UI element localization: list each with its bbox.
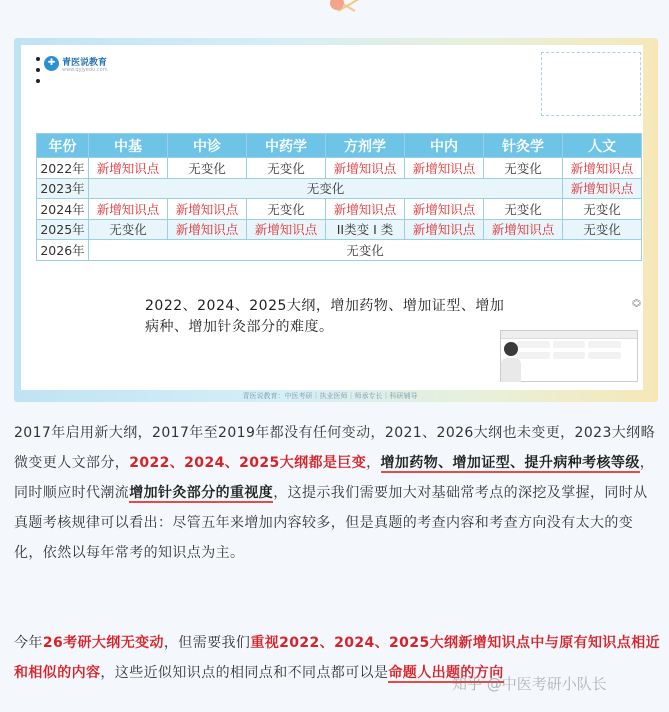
text-span: ，同时顺应时代潮流 — [14, 455, 655, 501]
header-cell: 方剂学 — [326, 134, 405, 158]
brand-logo — [44, 54, 134, 72]
table-row — [37, 178, 642, 199]
table-cell: 新增知识点 — [89, 199, 168, 220]
table-cell: 无变化 — [168, 158, 247, 179]
table-row — [37, 199, 642, 220]
highlight-text: 26考研大纲无变动 — [42, 635, 164, 651]
text-span: 今年 — [14, 635, 43, 651]
placeholder-box — [541, 52, 641, 116]
slide-note: 2022、2024、2025大纲，增加药物、增加证型、增加病种、增加针灸部分的难度。 — [145, 298, 505, 335]
table-cell: 新增知识点 — [405, 158, 484, 179]
top-decoration — [0, 0, 669, 36]
table-cell: 新增知识点 — [326, 199, 405, 220]
table-cell: 新增知识点 — [247, 219, 326, 240]
text-span: ，这些近似知识点的相同点和不同点都可以是 — [100, 665, 389, 681]
merged-cell: 无变化 — [89, 178, 563, 199]
logo-url: www.qyjyedu.com — [62, 67, 108, 73]
text-span: ，这提示我们需要加大对基础常考点的深挖及掌握，同时从真题考核规律可以看出：尽管五年来增加内容较多，但是真题的考查内容和考查方向没有太大的变化，依然以每年常考的知识点为主。 — [14, 485, 648, 561]
year-cell: 2022年 — [37, 158, 89, 179]
highlight-text: 重视2022、2024、2025大纲新增知识点中与原有知识点相近和相似的内容 — [14, 635, 661, 681]
table-cell: 无变化 — [247, 199, 326, 220]
year-cell: 2025年 — [37, 219, 89, 240]
table-cell: 新增知识点 — [484, 219, 563, 240]
table-cell: 新增知识点 — [563, 178, 642, 199]
table-cell: 新增知识点 — [563, 158, 642, 179]
slide-footer: 青医说教育：中医考研｜执业医师｜师承专长｜科研辅导 — [242, 392, 418, 400]
header-cell: 中药学 — [247, 134, 326, 158]
logo-icon: ✚ — [44, 56, 59, 71]
text-span: ， — [366, 455, 381, 471]
table-cell: 新增知识点 — [168, 199, 247, 220]
year-cell: 2024年 — [37, 199, 89, 220]
year-cell: 2026年 — [37, 240, 89, 261]
menu-dots-icon — [36, 57, 42, 90]
highlight-text: 2022、2024、2025大纲都是巨变 — [129, 455, 367, 471]
underlined-text: 增加药物、增加证型、提升病种考核等级 — [380, 455, 640, 471]
table-cell: 新增知识点 — [168, 219, 247, 240]
table-header-row — [37, 134, 642, 158]
table-cell: 新增知识点 — [326, 158, 405, 179]
table-cell: 无变化 — [563, 199, 642, 220]
header-cell: 人文 — [563, 134, 642, 158]
table-row — [37, 219, 642, 240]
table-cell: 无变化 — [247, 158, 326, 179]
header-cell: 中诊 — [168, 134, 247, 158]
scroll-arrows-icon: ︽ ︾ — [632, 295, 642, 314]
text-span: ，但需要我们 — [163, 635, 251, 651]
table-cell: 无变化 — [89, 219, 168, 240]
table-cell: 新增知识点 — [405, 219, 484, 240]
watermark: 知乎 @中医考研小队长 — [452, 675, 607, 693]
table-cell: 新增知识点 — [89, 158, 168, 179]
table-cell: 无变化 — [563, 219, 642, 240]
merged-cell: 无变化 — [89, 240, 642, 261]
header-cell: 中内 — [405, 134, 484, 158]
syllabus-change-table — [36, 133, 642, 261]
header-cell: 中基 — [89, 134, 168, 158]
table-cell: 无变化 — [484, 158, 563, 179]
underlined-text: 增加针灸部分的重视度 — [129, 485, 274, 501]
header-cell: 年份 — [37, 134, 89, 158]
table-cell: II类变 I 类 — [326, 219, 405, 240]
table-cell: 无变化 — [484, 199, 563, 220]
text-span: 2017年启用新大纲，2017年至2019年都没有任何变动，2021、2026大纲也未变更，2023大纲略微变更人文部分， — [14, 425, 655, 471]
year-cell: 2023年 — [37, 178, 89, 199]
table-row — [37, 240, 642, 261]
paragraph-1 — [14, 418, 660, 568]
header-cell: 针灸学 — [484, 134, 563, 158]
logo-text: 青医说教育 — [62, 57, 108, 68]
table-row — [37, 158, 642, 179]
table-cell: 新增知识点 — [405, 199, 484, 220]
underlined-text: 命题人出题的方向 — [388, 665, 504, 681]
person-illustration-icon — [501, 342, 521, 384]
